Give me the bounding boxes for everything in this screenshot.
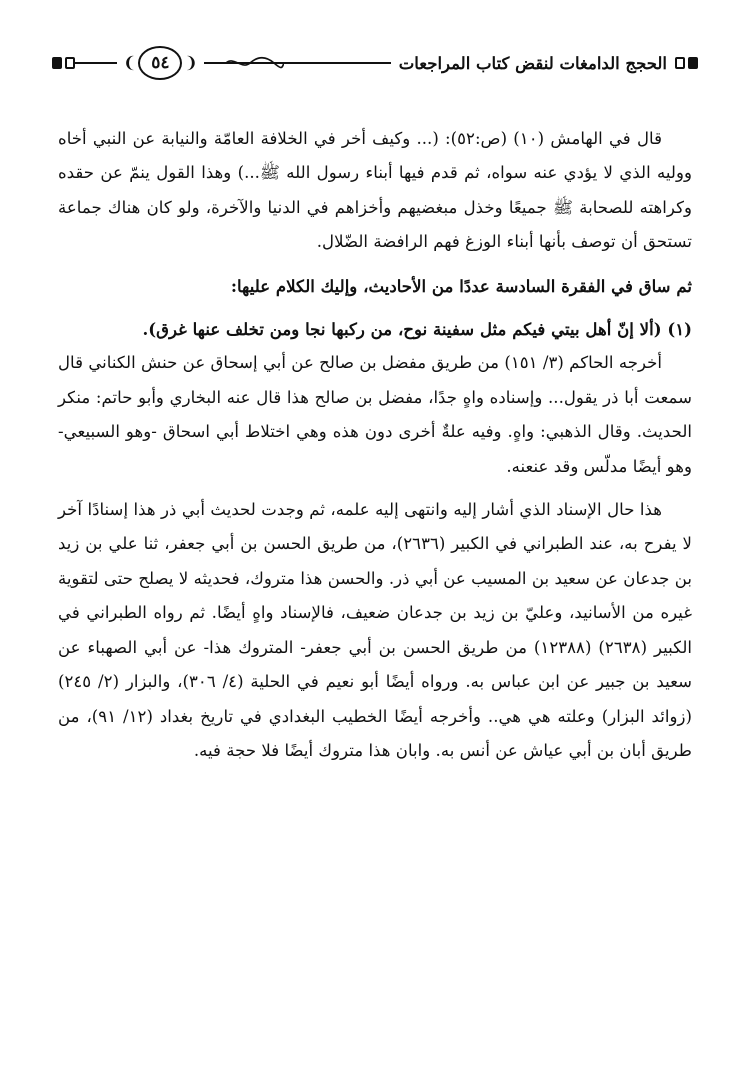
paragraph-hadith-1: (١) (ألا إنّ أهل بيتي فيكم مثل سفينة نوح، من ركبها نجا ومن تخلف عنها غرق). (142, 319, 692, 340)
page-number-frame (121, 46, 200, 80)
header-rule-short (75, 56, 117, 70)
ornament-box-icon (688, 57, 698, 69)
ornament-box-icon (52, 57, 62, 69)
flourish-icon (224, 56, 284, 70)
paragraph-section-intro: ثم ساق في الفقرة السادسة عددًا من الأحاديث، وإليك الكلام عليها: (230, 275, 692, 296)
ornament-box-icon (65, 57, 75, 69)
book-title: الحجج الدامغات لنقض كتاب المراجعات (398, 53, 667, 73)
paragraph-takhrij: أخرجه الحاكم (٣/ ١٥١) من طريق مفضل بن صالح عن أبي إسحاق عن حنش الكناني قال سمعت أبا ذر يقول... وإسناده واهٍ جدًا، مفضل بن صالح هذا قال عنه البخاري وأبو حاتم: منكر الحديث. وقال الذهبي: واهٍ. وفيه علةٌ أخرى دون هذه وهي اختلاط أبي اسحاق -وهو السبيعي- وهو أيضًا مدلّس وقد عنعنه. (58, 353, 692, 476)
paragraph-footnote-quote: قال في الهامش (١٠) (ص:٥٢): (... وكيف أخر في الخلافة العامّة والنيابة عن النبي أخاه ووليه الذي لا يؤدي عنه سواه، ثم قدم فيها أبناء رسول الله ﷺ...) وهذا القول ينمّ عن حقده وكراهته للصحابة ﷺ جميعًا وخذل مبغضيهم وأخزاهم في الدنيا والآخرة، ولو كان هناك جماعة تستحق أن توصف بأنها أبناء الوزغ فهم الرافضة الضّلال. (58, 129, 692, 252)
curl-ornament-icon: ❨ (184, 53, 198, 72)
header-ornament-left (52, 57, 75, 69)
page-number: ٥٤ (138, 46, 182, 80)
paragraph-isnad-analysis: هذا حال الإسناد الذي أشار إليه وانتهى إليه علمه، ثم وجدت لحديث أبي ذر هذا إسنادًا آخر لا يفرح به، عند الطبراني في الكبير (٢٦٣٦)، من طريق الحسن بن أبي جعفر، ثنا علي بن زيد بن جدعان عن سعيد بن المسيب عن أبي ذر. والحسن هذا متروك، فحديثه لا يصلح حتى لتقوية غيره من الأسانيد، وعليّ بن زيد بن جدعان ضعيف، فالإسناد واهٍ أيضًا. ثم رواه الطبراني في الكبير (٢٦٣٨) (١٢٣٨٨) من طريق الحسن بن أبي جعفر- المتروك هذا- عن أبي الصهباء عن سعيد بن جبير عن ابن عباس به. ورواه أيضًا أبو نعيم في الحلية (٤/ ٣٠٦)، والبزار (٢/ ٢٤٥) (زوائد البزار) وعلته هي هي.. وأخرجه أيضًا الخطيب البغدادي في تاريخ بغداد (١٢/ ٩١)، من طريق أبان بن أبي عياش عن أنس به. وابان هذا متروك أيضًا فلا حجة فيه. (58, 500, 693, 760)
running-header (52, 40, 698, 86)
header-rule (204, 56, 391, 70)
header-ornament-right (675, 57, 698, 69)
ornament-box-icon (675, 57, 685, 69)
curl-ornament-icon: ❩ (123, 53, 137, 72)
page-body (58, 122, 692, 768)
